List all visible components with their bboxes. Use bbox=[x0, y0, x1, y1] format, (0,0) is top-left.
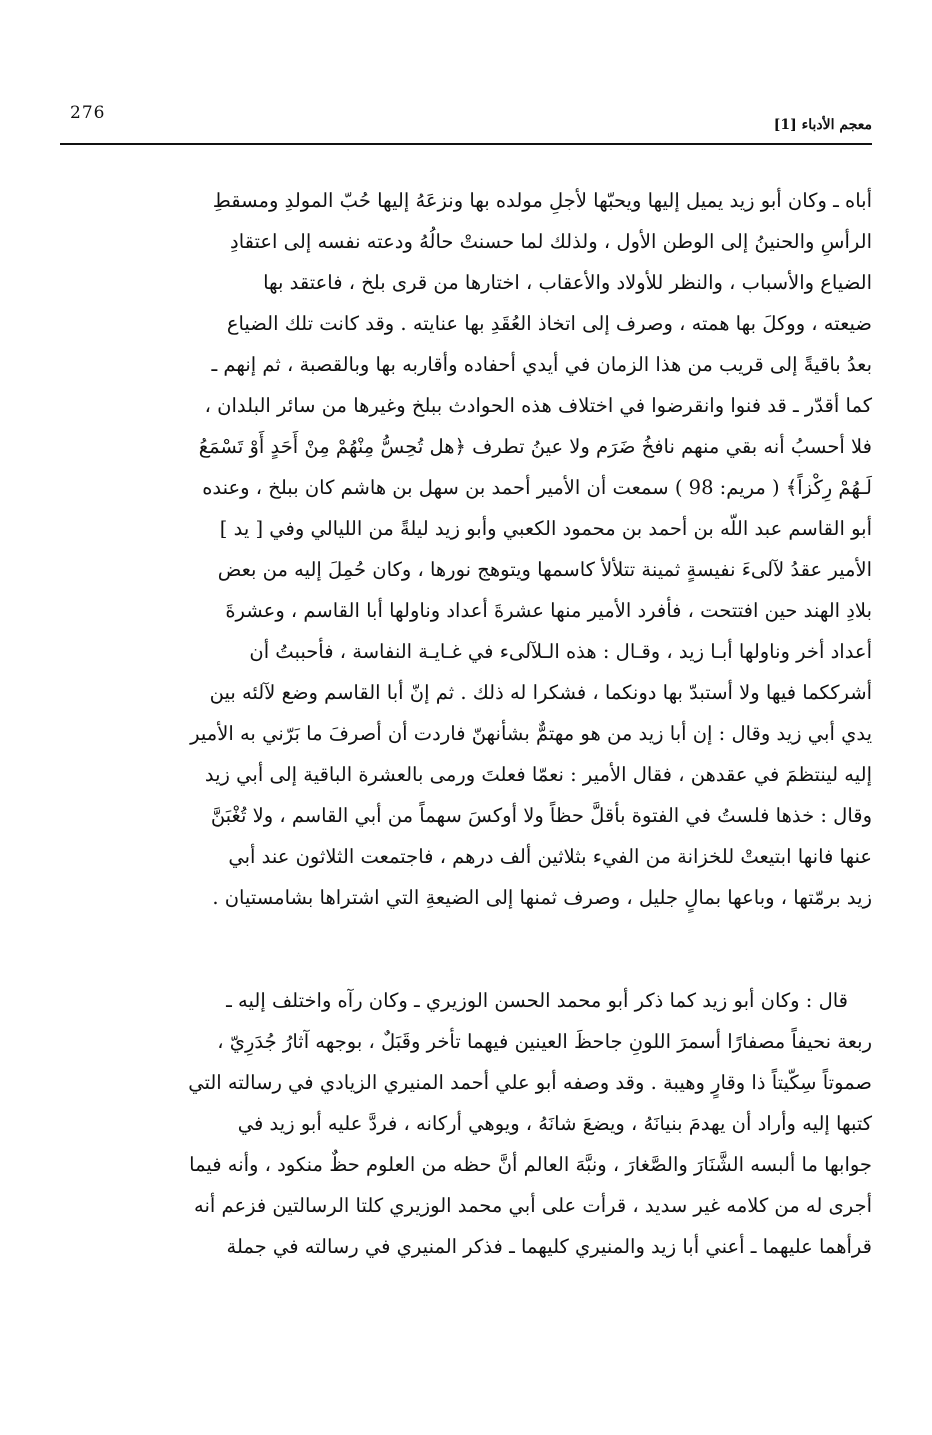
text-line: أعداد أخر وناولها أبـا زيد ، وقـال : هذه الـلآلىء في غـايـة النفاسة ، فأحببتُ أن bbox=[249, 640, 872, 663]
header-rule bbox=[60, 143, 872, 145]
running-head: معجم الأدباء [1] bbox=[773, 117, 872, 133]
text-line: أباه ـ وكان أبو زيد يميل إليها ويحبّها لأجلِ مولده بها ونزعَهُ إليها حُبّ المولدِ ومسقطِ bbox=[212, 189, 872, 212]
text-line: أشرككما فيها ولا أستبدّ بها دونكما ، فشكرا له ذلك . ثم إنّ أبا القاسم وضع لآلئه بين bbox=[209, 681, 872, 704]
text-line: الأمير عقدُ لآلىءَ نفيسةٍ ثمينة تتلألأ كاسمها ويتوهج نورها ، وكان حُمِلَ إليه من بعض bbox=[217, 558, 872, 581]
text-line: كتبها إليه وأراد أن يهدمَ بنيانَهُ ، ويضعَ شانَهُ ، ويوهي أركانه ، فردَّ عليه أبو زيد في bbox=[237, 1112, 872, 1135]
text-line: فلا أحسبُ أنه بقي منهم نافخُ ضَرَم ولا عينُ تطرف ﴿هل تُحِسُّ مِنْهُمْ مِنْ أَحَدٍ أَوْ تَسْمَعُ bbox=[198, 435, 872, 458]
text-line: أجرى له من كلامه غير سديد ، قرأت على أبي محمد الوزيري كلتا الرسالتين فزعم أنه bbox=[194, 1194, 872, 1217]
text-line: صموتاً سِكّيتاً ذا وقارٍ وهيبة . وقد وصفه أبو علي أحمد المنيري الزيادي في رسالته التي bbox=[188, 1071, 872, 1094]
text-line: قال : وكان أبو زيد كما ذكر أبو محمد الحسن الوزيري ـ وكان رآه واختلف إليه ـ bbox=[226, 989, 848, 1012]
text-line: عنها فانها ابتيعتْ للخزانة من الفيء بثلاثين ألف درهم ، فاجتمعت الثلاثون عند أبي bbox=[228, 845, 872, 868]
text-line: الرأسِ والحنينُ إلى الوطن الأول ، ولذلك لما حسنتْ حالُهُ ودعته نفسه إلى اعتقادِ bbox=[230, 230, 872, 253]
text-line: زيد برمّتها ، وباعها بمالٍ جليل ، وصرف ثمنها إلى الضيعةِ التي اشتراها بشامستيان . bbox=[212, 886, 872, 909]
text-line: الضياع والأسباب ، والنظر للأولاد والأعقاب ، اختارها من قرى بلخ ، فاعتقد بها bbox=[263, 271, 872, 294]
text-line: جوابها ما ألبسه الشَّنَارَ والصَّغارَ ، ونبَّهَ العالم أنَّ حظه من العلوم حظٌ منكود ، وأنه فيما bbox=[189, 1153, 872, 1176]
text-line: يدي أبي زيد وقال : إن أبا زيد من هو مهتمٌّ بشأنهنّ فاردت أن أصرفَ ما بَرّني به الأمير bbox=[190, 722, 872, 745]
text-line: بعدُ باقيةً إلى قريب من هذا الزمان في أيدي أحفاده وأقاربه بها وبالقصبة ، ثم إنهم ـ bbox=[211, 353, 872, 376]
paragraph-2 bbox=[60, 980, 872, 1267]
text-line: إليه لينتظمَ في عقدهن ، فقال الأمير : نعمّا فعلتَ ورمى بالعشرة الباقية إلى أبي زيد bbox=[204, 763, 872, 786]
text-line: كما أقدّر ـ قد فنوا وانقرضوا في اختلاف هذه الحوادث ببلخ وغيرها من سائر البلدان ، bbox=[204, 394, 872, 417]
paragraph-1 bbox=[60, 180, 872, 918]
text-line: بلادِ الهند حين افتتحت ، فأفرد الأمير منها عشرةَ أعداد وناولها أبا القاسم ، وعشرةَ bbox=[225, 599, 872, 622]
text-line: أبو القاسم عبد اللّه بن أحمد بن محمود الكعبي وأبو زيد ليلةً من الليالي وفي [ يد ] bbox=[219, 517, 872, 540]
text-line: قرأهما عليهما ـ أعني أبا زيد والمنيري كليهما ـ فذكر المنيري في رسالته في جملة bbox=[226, 1235, 872, 1258]
text-line: وقال : خذها فلستُ في الفتوة بأقلَّ حظاً ولا أوكسَ سهماً من أبي القاسم ، ولا تُغْبَنَّ bbox=[210, 804, 872, 827]
text-line: ربعة نحيفاً مصفارًا أسمرَ اللونِ جاحظَ العينين فيهما تأخر وقَبَلٌ ، بوجهه آثارُ جُدَرِيّ ، bbox=[217, 1030, 872, 1053]
text-line: ضيعته ، ووكلَ بها همته ، وصرف إلى اتخاذ العُقَدِ بها عنايته . وقد كانت تلك الضياع bbox=[226, 312, 872, 335]
text-line: لَـهُمْ رِكْزاً﴾ ( مريم: 98 ) سمعت أن الأمير أحمد بن سهل بن هاشم كان ببلخ ، وعنده bbox=[202, 476, 872, 499]
page-number: 276 bbox=[70, 103, 106, 123]
